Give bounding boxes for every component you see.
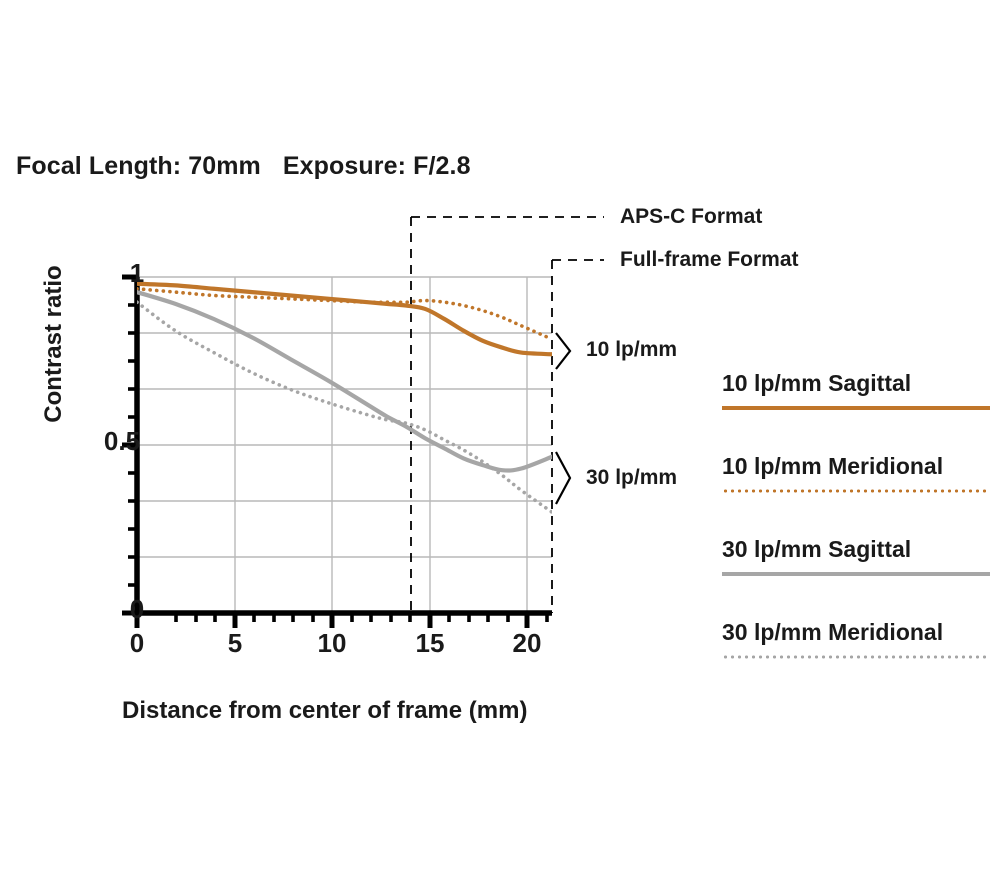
legend-swatch-solid-gray [722, 572, 990, 576]
x-axis-title: Distance from center of frame (mm) [122, 697, 528, 724]
exposure-text: Exposure: F/2.8 [282, 152, 471, 180]
y-tick-1: 1 [129, 258, 145, 288]
callout-bracket-30 [556, 452, 570, 504]
legend-label: 30 lp/mm Sagittal [722, 536, 912, 562]
callout-10-lpmm: 10 lp/mm [586, 338, 678, 361]
x-tick-10: 10 [317, 628, 347, 658]
full-frame-format-label: Full-frame Format [620, 248, 799, 271]
callout-brackets [556, 333, 570, 504]
legend-item [722, 619, 990, 659]
series-line [137, 284, 552, 355]
focal-length-text: Focal Length: 70mm [16, 152, 261, 180]
callout-30-lpmm: 30 lp/mm [586, 466, 678, 489]
data-series [137, 284, 552, 512]
x-tick-0: 0 [129, 628, 145, 658]
legend-swatch-dotted-gray [722, 655, 990, 659]
axes [122, 277, 552, 628]
legend-label: 10 lp/mm Sagittal [722, 370, 912, 396]
legend-swatch-solid-orange [722, 406, 990, 410]
legend-swatch-dotted-orange [722, 489, 990, 493]
legend-label: 10 lp/mm Meridional [722, 453, 944, 479]
series-line [137, 302, 552, 512]
grid-lines [137, 277, 552, 613]
legend-label: 30 lp/mm Meridional [722, 619, 944, 645]
x-tick-15: 15 [415, 628, 445, 658]
legend-item [722, 370, 990, 410]
y-tick-0: 0 [129, 594, 145, 624]
callout-bracket-10 [556, 333, 570, 369]
legend-item [722, 536, 990, 576]
y-tick-0-5: 0.5 [103, 426, 141, 456]
x-tick-20: 20 [512, 628, 542, 658]
aps-c-format-label: APS-C Format [620, 205, 763, 228]
legend-item [722, 453, 990, 493]
series-line [137, 292, 552, 470]
x-tick-5: 5 [227, 628, 243, 658]
legend [722, 370, 990, 702]
y-axis-title: Contrast ratio [40, 265, 67, 423]
